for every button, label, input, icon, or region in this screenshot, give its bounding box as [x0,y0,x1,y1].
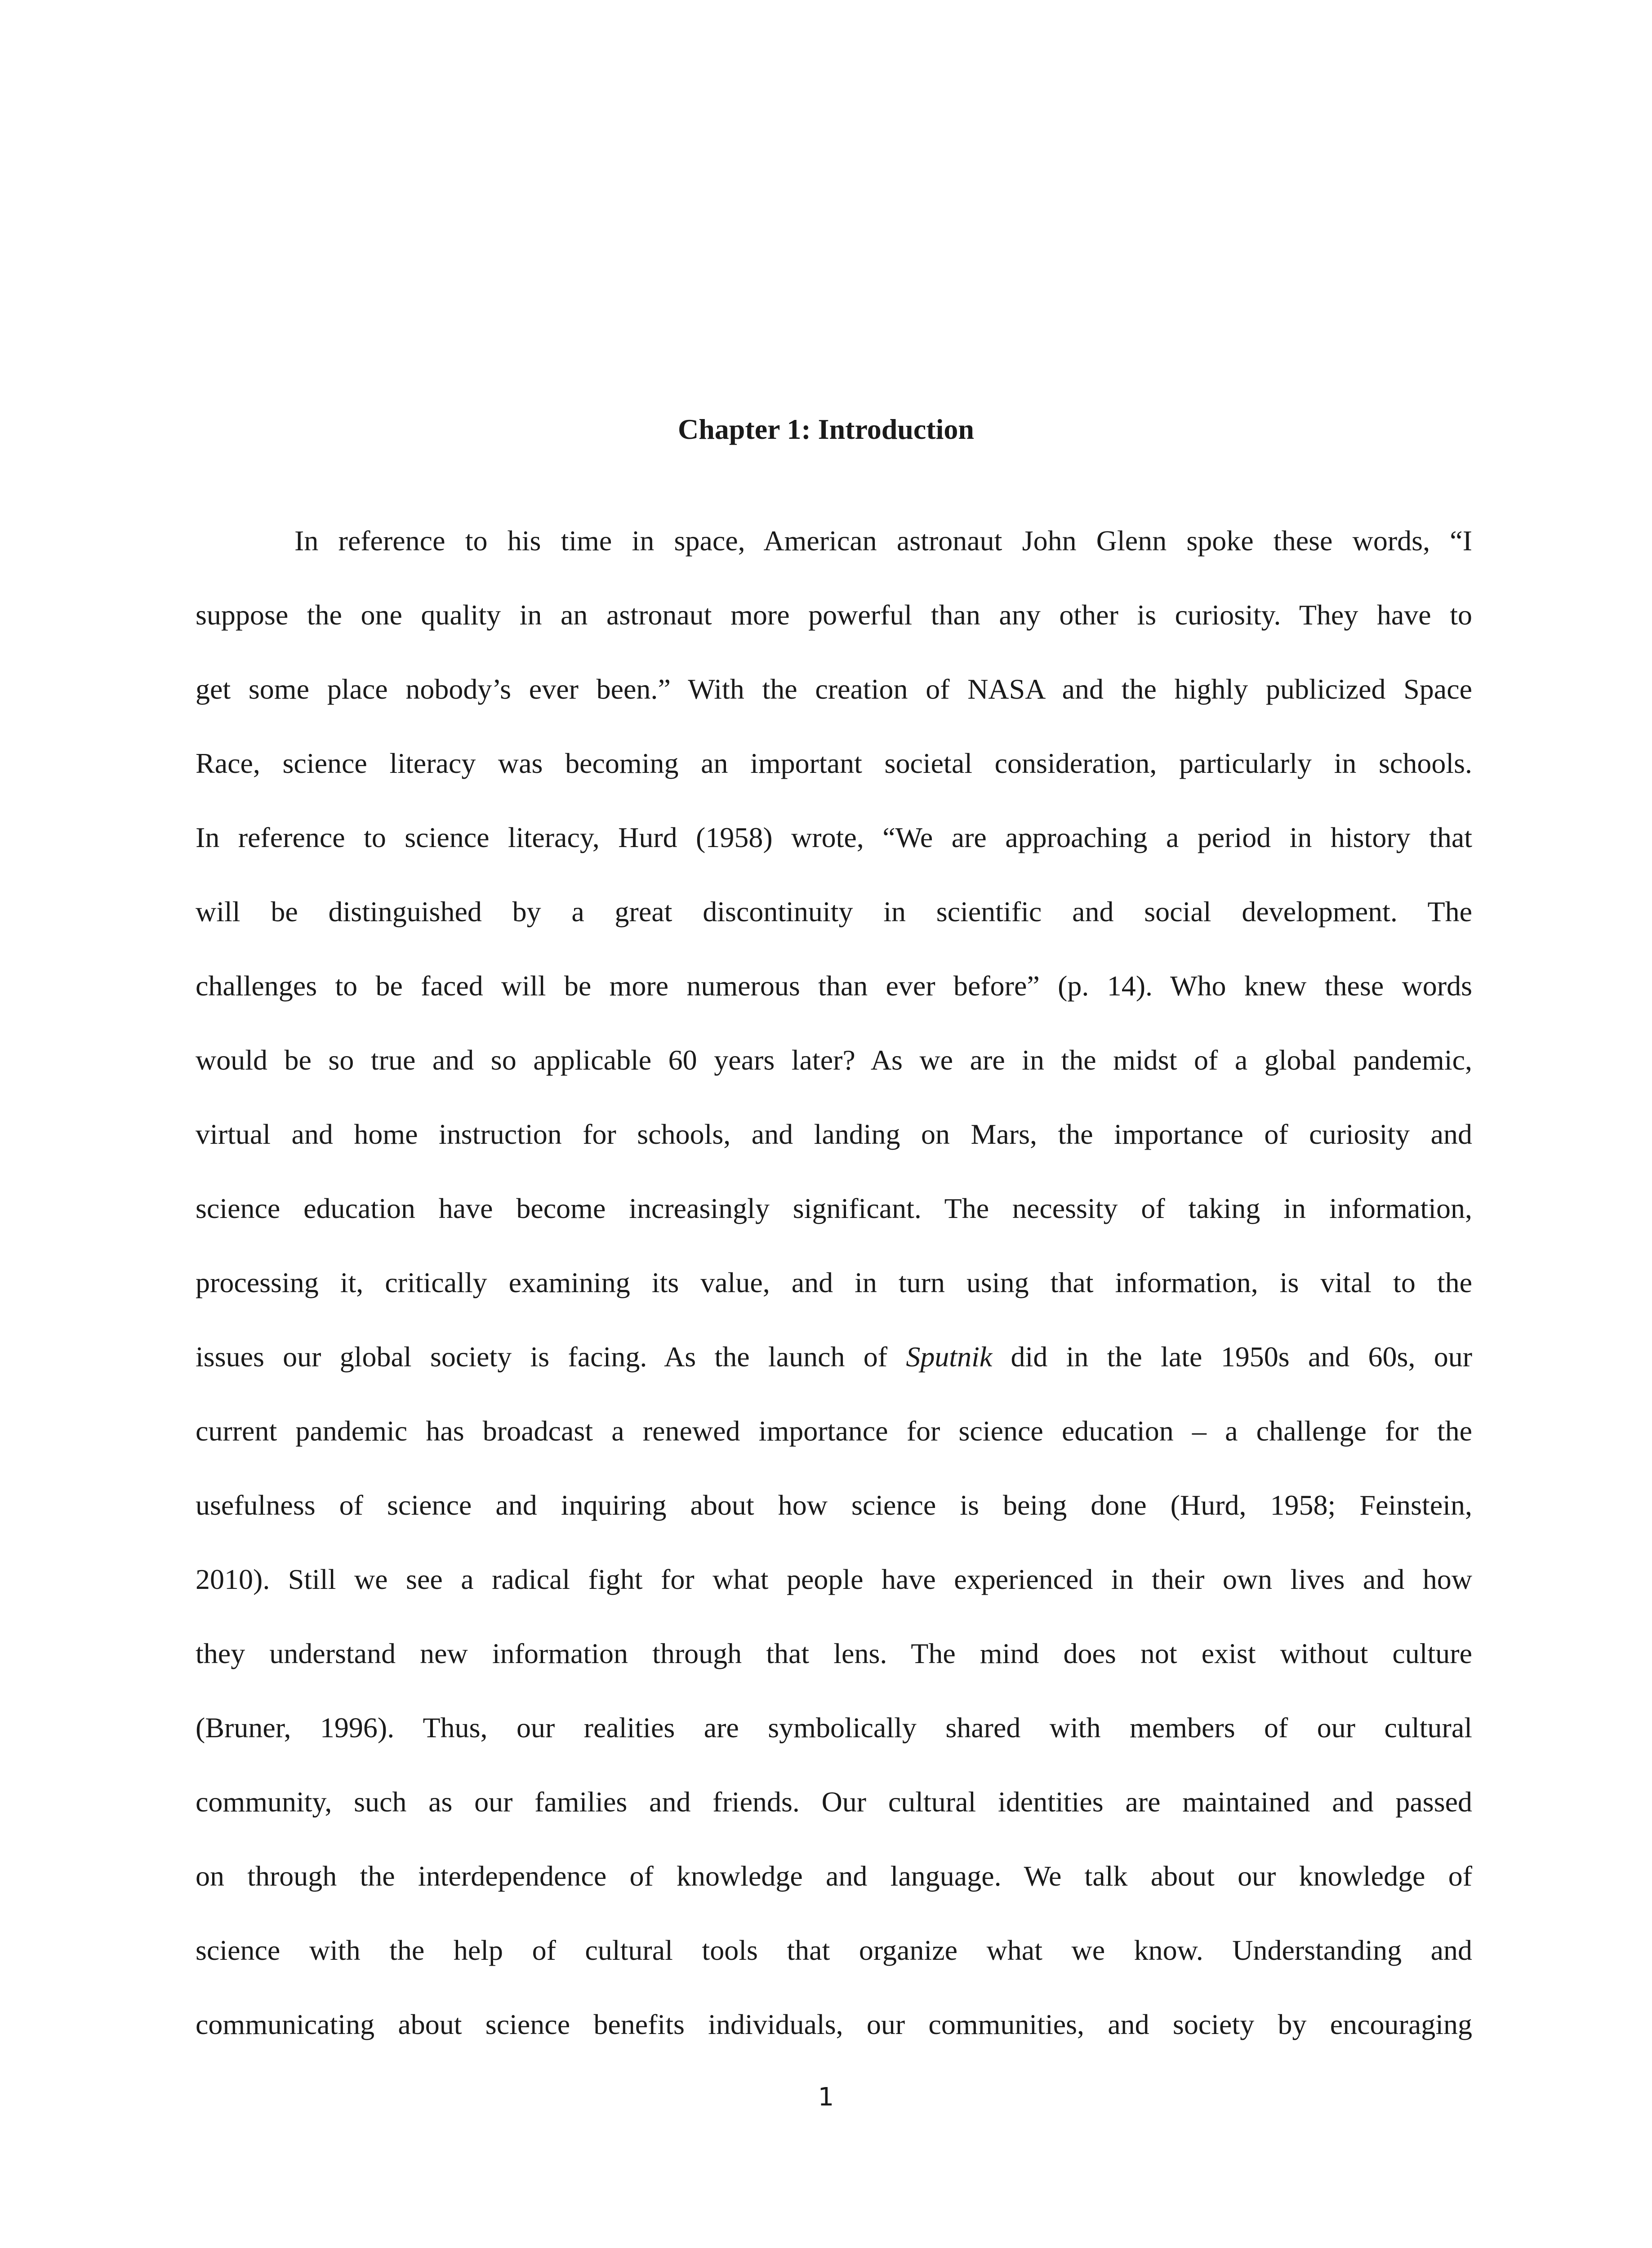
body-paragraph [196,504,1472,2061]
paragraph-line: would be so true and so applicable 60 years later? As we are in the midst of a global pandemic, [196,1044,1472,1076]
paragraph-line [196,1320,1472,1394]
paragraph-line: current pandemic has broadcast a renewed importance for science education – a challenge for the [196,1415,1472,1447]
paragraph-line: In reference to his time in space, American astronaut John Glenn spoke these words, “I [294,525,1472,557]
paragraph-line: processing it, critically examining its value, and in turn using that information, is vital to the [196,1267,1472,1298]
paragraph-line: challenges to be faced will be more numerous than ever before” (p. 14). Who knew these words [196,970,1472,1002]
paragraph-line: on through the interdependence of knowledge and language. We talk about our knowledge of [196,1860,1472,1892]
paragraph-line: they understand new information through that lens. The mind does not exist without culture [196,1637,1472,1669]
paragraph-line: 2010). Still we see a radical fight for what people have experienced in their own lives and how [196,1563,1472,1595]
italic-title: Sputnik [906,1341,993,1373]
paragraph-line: Race, science literacy was becoming an important societal consideration, particularly in schools. [196,747,1472,779]
line-text: issues our global society is facing. As the launch of [196,1341,906,1373]
paragraph-line: science with the help of cultural tools that organize what we know. Understanding and [196,1934,1472,1966]
paragraph-line: community, such as our families and friends. Our cultural identities are maintained and passed [196,1786,1472,1818]
page-number: 1 [818,2083,834,2112]
paragraph-line: (Bruner, 1996). Thus, our realities are symbolically shared with members of our cultural [196,1712,1472,1744]
paragraph-line: suppose the one quality in an astronaut more powerful than any other is curiosity. They have to [196,599,1472,631]
paragraph-line: will be distinguished by a great discontinuity in scientific and social development. The [196,896,1472,928]
chapter-title: Chapter 1: Introduction [677,413,975,445]
paragraph-line: In reference to science literacy, Hurd (1958) wrote, “We are approaching a period in history that [196,821,1472,853]
paragraph-line: usefulness of science and inquiring about how science is being done (Hurd, 1958; Feinstein, [196,1489,1472,1521]
paragraph-line: virtual and home instruction for schools, and landing on Mars, the importance of curiosity and [196,1118,1472,1150]
paragraph-line: get some place nobody’s ever been.” With the creation of NASA and the highly publicized Space [196,673,1472,705]
paragraph-line: science education have become increasingly significant. The necessity of taking in information, [196,1192,1472,1224]
paragraph-line: communicating about science benefits individuals, our communities, and society by encouraging [196,2008,1472,2040]
line-text: did in the late 1950s and 60s, our [992,1341,1473,1373]
